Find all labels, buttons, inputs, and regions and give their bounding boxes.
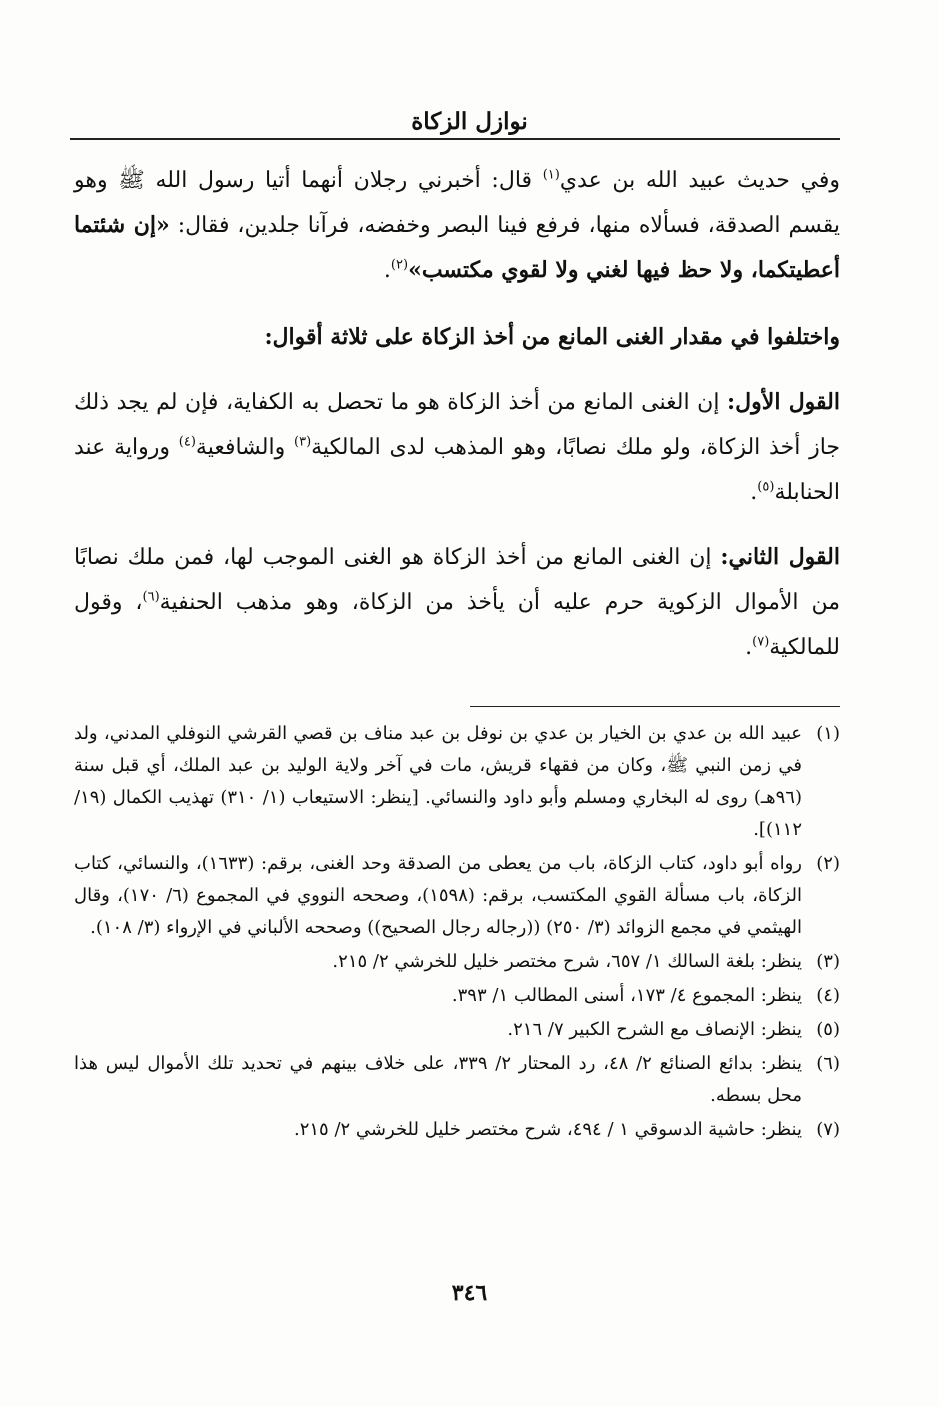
second-opinion-text: إن الغنى المانع من أخذ الزكاة هو الغنى الموجب لها، فمن ملك نصابًا من الأموال الزكوية حرم عليه أن يأخذ من الزكاة، وهو مذهب الحنفية xyxy=(74,545,840,615)
footnote-1 xyxy=(74,718,840,846)
footnote-text: ينظر: بلغة السالك ١/ ٦٥٧، شرح مختصر خليل للخرشي ٢/ ٢١٥. xyxy=(332,951,802,972)
first-opinion-shafii: والشافعية xyxy=(195,435,295,460)
main-body xyxy=(74,158,840,670)
sentence-end: . xyxy=(750,480,758,505)
footnote-ref-6[interactable]: (٦) xyxy=(142,589,160,605)
paragraph-first-opinion xyxy=(74,380,840,515)
header-divider xyxy=(70,138,840,140)
running-header-title: نوازل الزكاة xyxy=(411,108,528,135)
footnote-number: (٢) xyxy=(816,853,840,874)
footnote-text: رواه أبو داود، كتاب الزكاة، باب من يعطى من الصدقة وحد الغنى، برقم: (١٦٣٣)، والنسائي، كتاب الزكاة، باب مسألة القوي المكتسب، برقم: (١٥٩٨)، وصححه النووي في المجموع (٦/ ١٧٠)، وقال الهيثمي في مجمع الزوائد (٣/ ٢٥٠) ((رجاله رجال الصحيح)) وصححه الألباني في الإرواء (٣/ ١٠٨). xyxy=(74,853,802,938)
footnote-number: (٥) xyxy=(816,1019,840,1040)
footnote-ref-5[interactable]: (٥) xyxy=(757,479,775,495)
section-heading: واختلفوا في مقدار الغنى المانع من أخذ الزكاة على ثلاثة أقوال: xyxy=(264,324,840,350)
footnote-ref-2[interactable]: (٢) xyxy=(390,257,409,273)
footnote-6 xyxy=(74,1048,840,1112)
footnote-3 xyxy=(74,946,840,978)
hadith-quote: «إن شئتما أعطيتكما، ولا حظ فيها لغني ولا لقوي مكتسب» xyxy=(74,212,840,283)
footnote-ref-1[interactable]: (١) xyxy=(542,167,560,183)
footnotes xyxy=(74,718,840,1148)
footnote-number: (٦) xyxy=(816,1053,840,1074)
hadith-intro: وفي حديث عبيد الله بن عدي xyxy=(559,168,840,193)
footnote-text: ينظر: المجموع ٤/ ١٧٣، أسنى المطالب ١/ ٣٩٣. xyxy=(451,985,802,1006)
first-opinion-text: إن الغنى المانع من أخذ الزكاة هو ما تحصل به الكفاية، فإن لم يجد ذلك جاز أخذ الزكاة، ولو ملك نصابًا، وهو المذهب لدى المالكية xyxy=(74,390,841,460)
paragraph-hadith xyxy=(74,158,840,293)
hadith-text: قال: أخبرني رجلان أنهما أتيا رسول الله ﷺ وهو يقسم الصدقة، فسألاه منها، فرفع فينا البصر وخفضه، فرآنا جلدين، فقال: xyxy=(74,168,841,238)
footnote-number: (٤) xyxy=(816,985,840,1006)
first-opinion-label: القول الأول: xyxy=(727,389,840,415)
footnote-ref-4[interactable]: (٤) xyxy=(178,434,196,450)
second-opinion-maliki: ، وقول للمالكية xyxy=(74,590,840,660)
footnote-text: ينظر: حاشية الدسوقي ١ / ٤٩٤، شرح مختصر خليل للخرشي ٢/ ٢١٥. xyxy=(293,1119,802,1140)
footnote-text: عبيد الله بن عدي بن الخيار بن عدي بن نوفل بن عبد مناف بن قصي القرشي النوفلي المدني، ولد في زمن النبي ﷺ، وكان من فقهاء قريش، مات في آخر ولاية الوليد بن عبد الملك، أي قبل سنة (٩٦هـ) روى له البخاري ومسلم وأبو داود والنسائي. [ينظر: الاستيعاب (١/ ٣١٠) تهذيب الكمال (١٩/ ١١٢)]. xyxy=(74,723,802,840)
first-opinion-hanbali: ورواية عند الحنابلة xyxy=(74,435,840,505)
footnote-4 xyxy=(74,980,840,1012)
sentence-end: . xyxy=(383,258,391,283)
footnote-text: ينظر: الإنصاف مع الشرح الكبير ٧/ ٢١٦. xyxy=(507,1019,802,1040)
page-number: ٣٤٦ xyxy=(451,1280,488,1306)
footnote-5 xyxy=(74,1014,840,1046)
footnote-ref-7[interactable]: (٧) xyxy=(752,634,770,650)
footnote-text: ينظر: بدائع الصنائع ٢/ ٤٨، رد المحتار ٢/ ٣٣٩، على خلاف بينهم في تحديد تلك الأموال ليس هذا محل بسطه. xyxy=(74,1053,802,1106)
footnote-2 xyxy=(74,848,840,944)
footnote-7 xyxy=(74,1114,840,1146)
footnote-ref-3[interactable]: (٣) xyxy=(294,434,312,450)
paragraph-second-opinion xyxy=(74,535,840,670)
footnote-divider xyxy=(470,706,840,707)
second-opinion-label: القول الثاني: xyxy=(720,544,840,570)
footnote-number: (٧) xyxy=(816,1119,840,1140)
footnote-number: (٣) xyxy=(816,951,840,972)
sentence-end: . xyxy=(745,635,753,660)
footnote-number: (١) xyxy=(816,723,840,744)
